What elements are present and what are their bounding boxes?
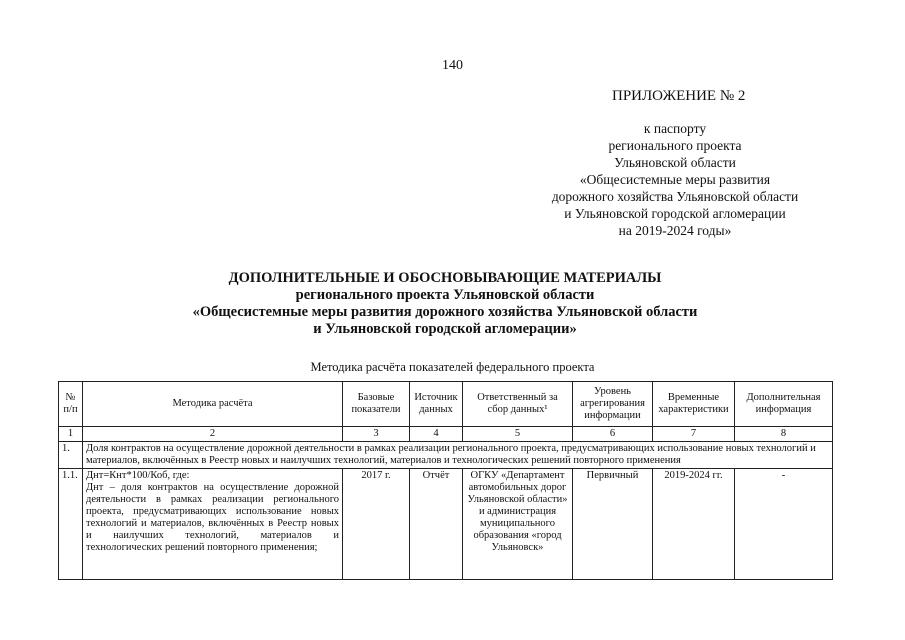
header-aggregation: Уровень агрегирования информации — [573, 382, 653, 427]
header-number: № п/п — [59, 382, 83, 427]
table-caption: Методика расчёта показателей федерального проекта — [310, 360, 595, 374]
formula: Днт=Кнт*100/Коб, где: — [86, 470, 190, 481]
title-line: регионального проекта Ульяновской области — [295, 287, 595, 303]
appendix-line: регионального проекта — [608, 138, 742, 153]
time-characteristics: 2019-2024 гг. — [653, 469, 735, 580]
section-text: Доля контрактов на осуществление дорожной деятельности в рамках реализации регионального проекта, предусматривающих использование новых технологий и материалов, включённых в Реестр новых и наилучших технологий, материалов и технологических решений повторного применения — [83, 442, 833, 469]
appendix-line: «Общесистемные меры развития — [579, 172, 771, 187]
header-method: Методика расчёта — [83, 382, 343, 427]
column-number: 8 — [735, 427, 833, 442]
header-responsible: Ответственный за сбор данных¹ — [463, 382, 573, 427]
title-line: ДОПОЛНИТЕЛЬНЫЕ И ОБОСНОВЫВАЮЩИЕ МАТЕРИАЛЫ — [228, 270, 662, 286]
method-description: Днт – доля контрактов на осуществление дорожной деятельности в рамках реализации регионального проекта, предусматривающих использование новых технологий и материалов, включённых в Реестр новых и наилучших технологий, материалов и технологических решений повторного применения; — [86, 482, 339, 553]
section-number: 1. — [59, 442, 83, 469]
additional-info: - — [735, 469, 833, 580]
column-number: 2 — [83, 427, 343, 442]
page-number: 140 — [442, 58, 463, 73]
appendix-line: Ульяновской области — [614, 155, 736, 170]
title-line: «Общесистемные меры развития дорожного хозяйства Ульяновской области — [192, 304, 698, 320]
data-source: Отчёт — [410, 469, 463, 580]
page-bottom-margin — [0, 596, 905, 640]
responsible-party: ОГКУ «Департамент автомобильных дорог Ульяновской области» и администрация муниципального образования «город Ульяновск» — [463, 469, 573, 580]
column-number: 3 — [343, 427, 410, 442]
column-number-row — [59, 427, 833, 442]
row-number: 1.1. — [59, 469, 83, 580]
appendix-subtitle — [520, 120, 830, 239]
column-number: 1 — [59, 427, 83, 442]
header-row — [59, 382, 833, 427]
header-source: Источник данных — [410, 382, 463, 427]
methodology-table — [58, 381, 833, 580]
appendix-line: к паспорту — [643, 121, 707, 136]
table-row — [59, 469, 833, 580]
column-number: 6 — [573, 427, 653, 442]
method-cell — [83, 469, 343, 580]
appendix-line: на 2019-2024 годы» — [618, 223, 732, 238]
appendix-title: ПРИЛОЖЕНИЕ № 2 — [612, 88, 746, 104]
aggregation-level: Первичный — [573, 469, 653, 580]
title-line: и Ульяновской городской агломерации» — [313, 321, 577, 337]
appendix-line: дорожного хозяйства Ульяновской области — [551, 189, 799, 204]
column-number: 5 — [463, 427, 573, 442]
header-base: Базовые показатели — [343, 382, 410, 427]
document-title — [110, 270, 780, 338]
column-number: 4 — [410, 427, 463, 442]
appendix-line: и Ульяновской городской агломерации — [564, 206, 786, 221]
section-row — [59, 442, 833, 469]
header-additional: Дополнительная информация — [735, 382, 833, 427]
base-indicator: 2017 г. — [343, 469, 410, 580]
header-time: Временные характеристики — [653, 382, 735, 427]
column-number: 7 — [653, 427, 735, 442]
